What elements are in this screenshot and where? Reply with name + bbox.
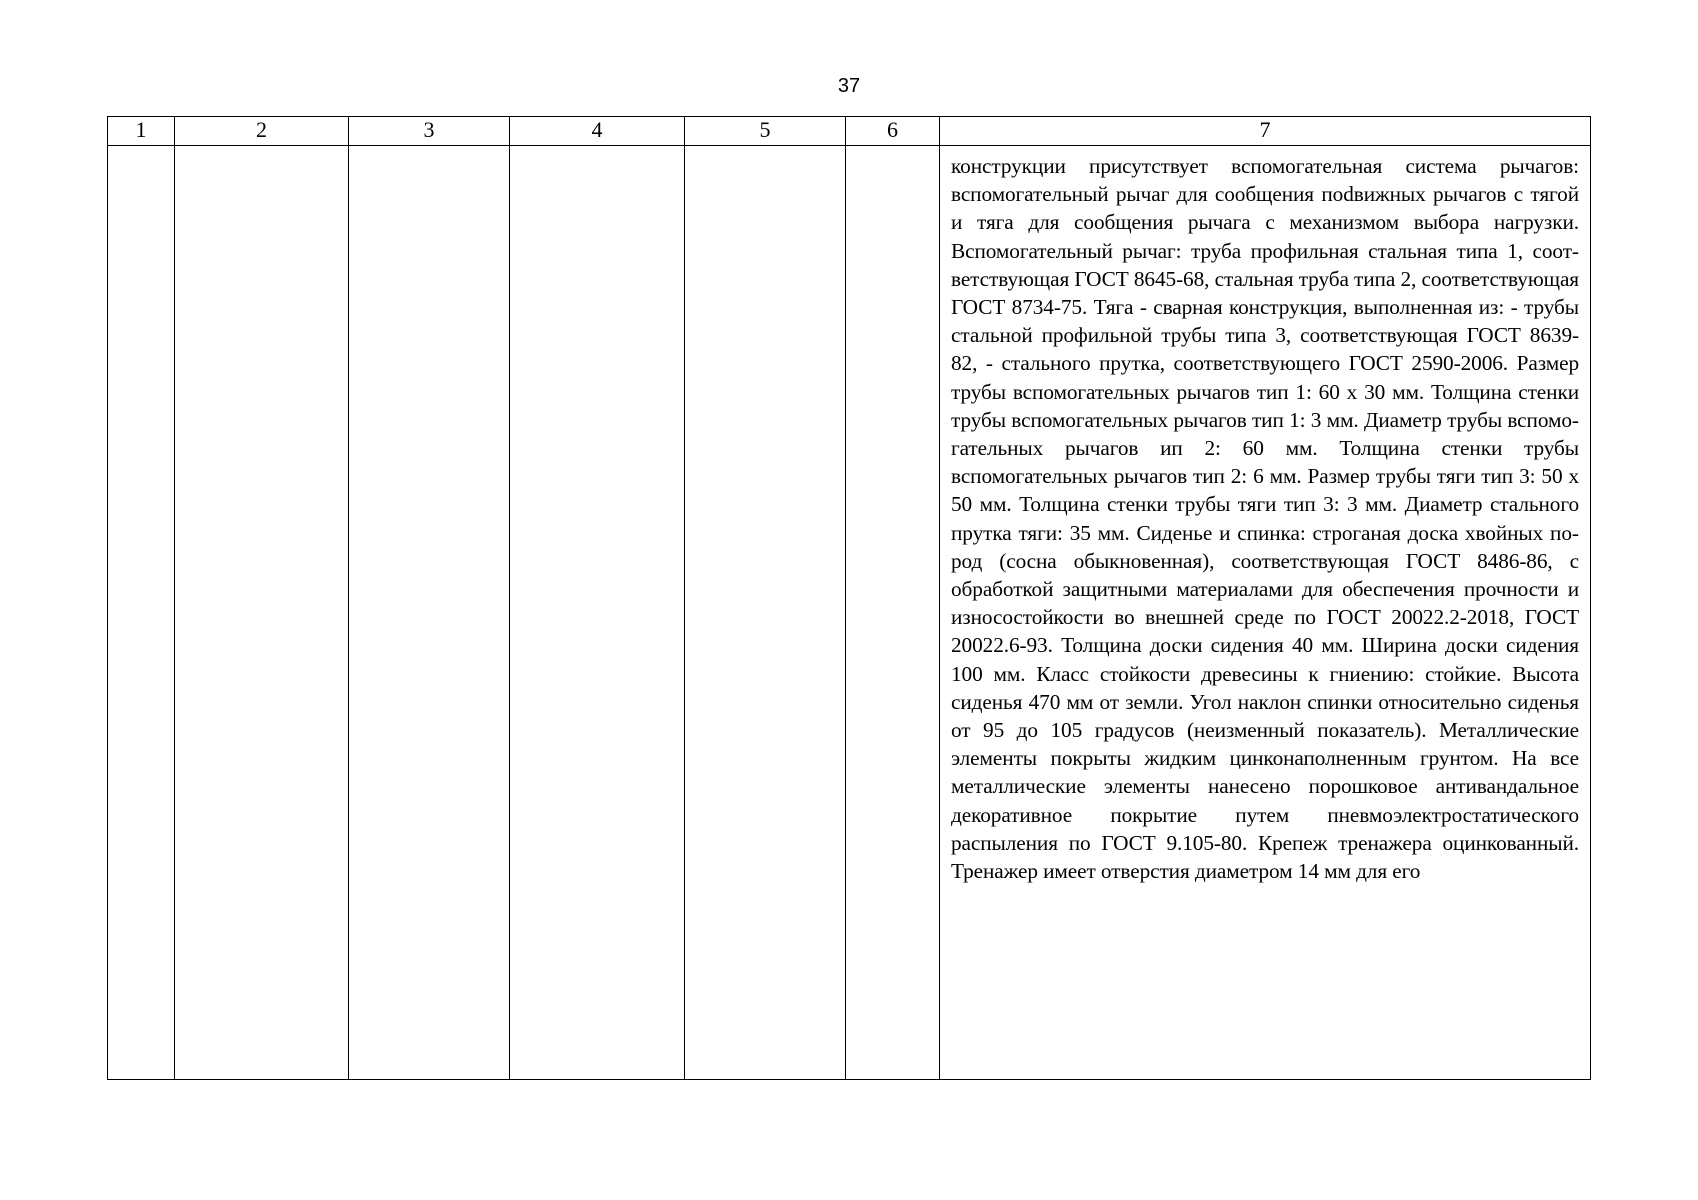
cell-col-7 [940,146,1591,1080]
cell-col-6 [846,146,940,1080]
specification-table [107,116,1591,1080]
cell-col-4 [510,146,685,1080]
cell-col-5 [685,146,846,1080]
column-header-2: 2 [175,117,349,146]
cell-col-1 [108,146,175,1080]
cell-col-3 [349,146,510,1080]
description-text: конструкции присутствует вспомогательная система рычагов: вспомогательный рычаг для сообщения поdвижных рычагов с тягой и тяга для сообщения рычага с механизмом выбора нагрузки. Вспомогательный рычаг: труба профильная стальная типа 1, соответствующая ГОСТ 8645-68, стальная труба типа 2, соответствующая ГОСТ 8734-75. Тяга - сварная конструкция, выполненная из: - трубы стальной профильной трубы типа 3, соответствующая ГОСТ 8639-82, - стального прутка, соответствующего ГОСТ 2590-2006. Размер трубы вспомогательных рычагов тип 1: 60 х 30 мм. Толщина стенки трубы вспомогательных рычагов тип 1: 3 мм. Диаметр трубы вспомогательных рычагов ип 2: 60 мм. Толщина стенки трубы вспомогательных рычагов тип 2: 6 мм. Размер трубы тяги тип 3: 50 х 50 мм. Толщина стенки трубы тяги тип 3: 3 мм. Диаметр стального прутка тяги: 35 мм. Сиденье и спинка: строганая доска хвойных пород (сосна обыкновенная), соответствующая ГОСТ 8486-86, с обработкой защитными материалами для обеспечения прочности и износостойкости во внешней среде по ГОСТ 20022.2-2018, ГОСТ 20022.6-93. Толщина доски сидения 40 мм. Ширина доски сидения 100 мм. Класс стойкости древесины к гниению: стойкие. Высота сиденья 470 мм от земли. Угол наклон спинки относительно сиденья от 95 до 105 градусов (неизменный показатель). Металлические элементы покрыты жидким цинконаполненным грунтом. На все металлические элементы нанесено порошковое антивандальное декоративное покрытие путем пневмоэлектростатического распыления по ГОСТ 9.105-80. Крепеж тренажера оцинкованный. Тренажер имеет отверстия диаметром 14 мм для его [951,154,1579,884]
table-row [108,146,1591,1080]
cell-col-2 [175,146,349,1080]
header-row [108,117,1591,146]
page-number: 37 [837,75,861,97]
column-header-3: 3 [349,117,510,146]
column-header-7: 7 [940,117,1591,146]
column-header-6: 6 [846,117,940,146]
column-header-5: 5 [685,117,846,146]
column-header-1: 1 [108,117,175,146]
column-header-4: 4 [510,117,685,146]
